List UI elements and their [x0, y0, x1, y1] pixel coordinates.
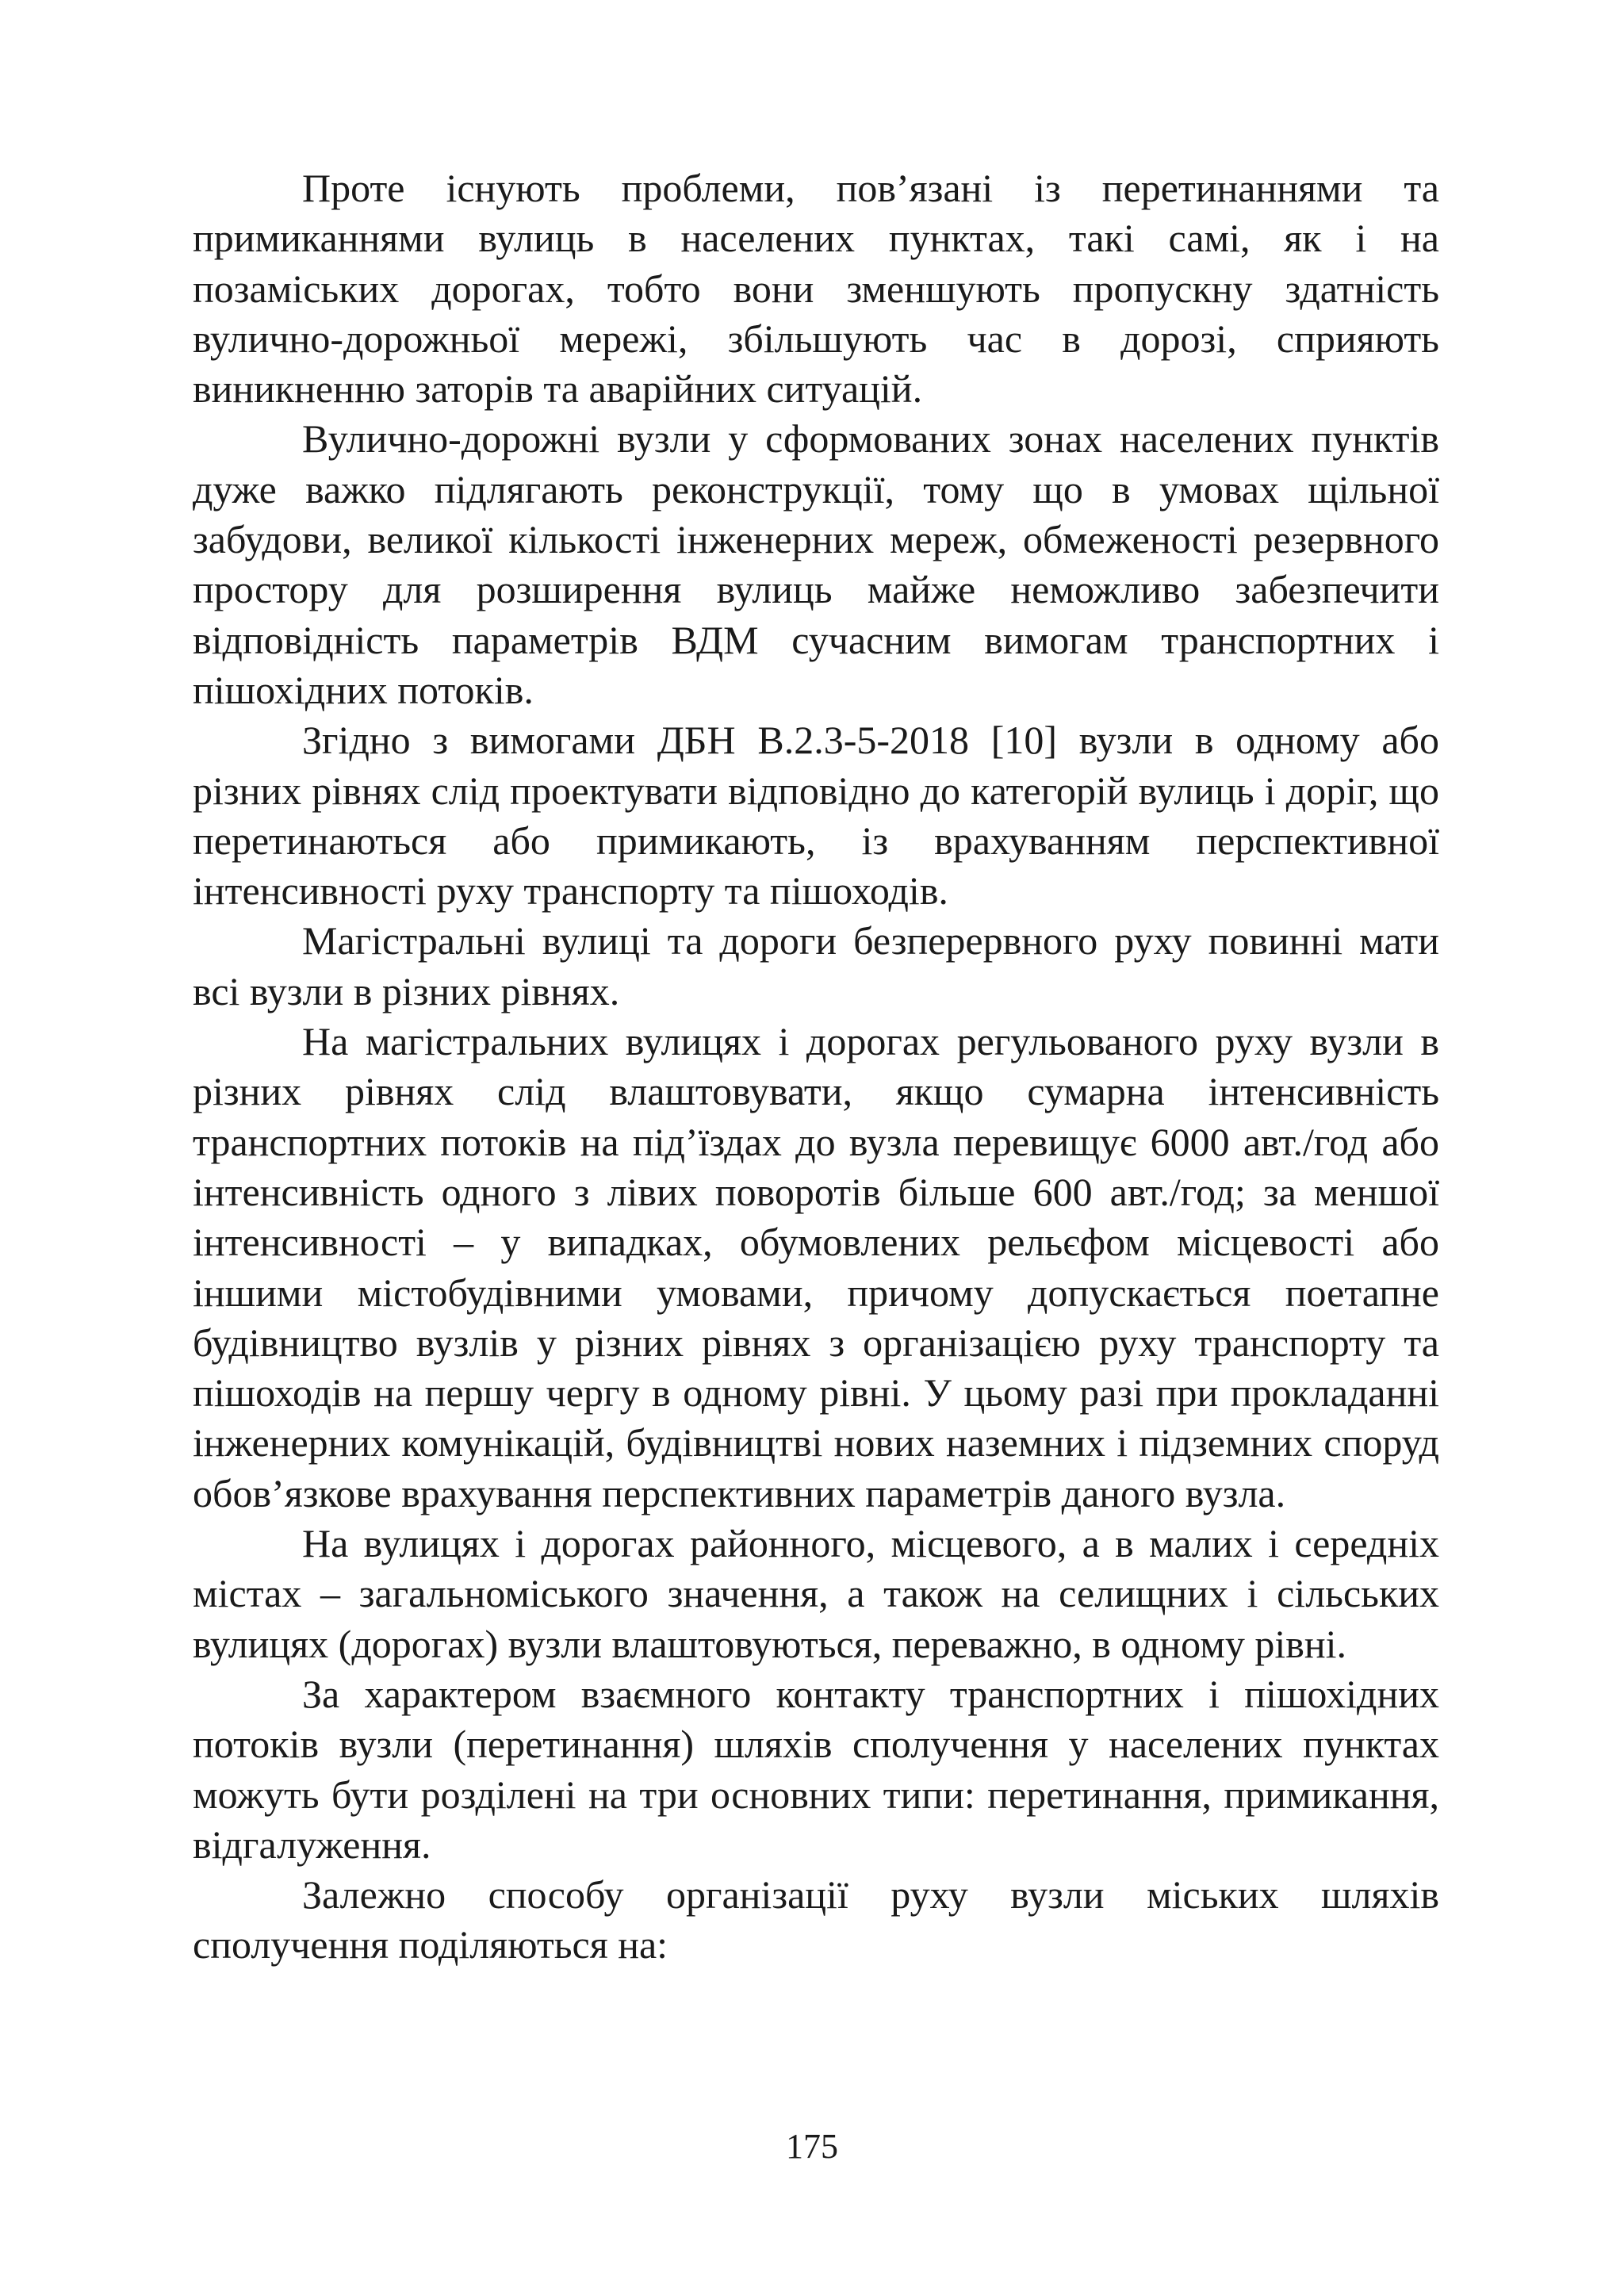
paragraph: Магістральні вулиці та дороги безперервного руху повинні мати всі вузли в різних рівнях. — [193, 918, 1439, 1013]
paragraph: За характером взаємного контакту транспортних і пішохідних потоків вузли (перетинання) шляхів сполучення у населених пунктах можуть бути розділені на три основних типи: перетинання, примикання, відгалуження. — [193, 1671, 1439, 1867]
paragraph: Згідно з вимогами ДБН В.2.3-5-2018 [10] вузли в одному або різних рівнях слід проектувати відповідно до категорій вулиць і доріг, що перетинаються або примикають, із врахуванням перспективної інтенсивності руху транспорту та пішоходів. — [193, 718, 1439, 914]
paragraph: На вулицях і дорогах районного, місцевого, а в малих і середніх містах – загальноміського значення, а також на селищних і сільських вулицях (дорогах) вузли влаштовуються, переважно, в одному рівні. — [193, 1521, 1439, 1666]
paragraph: На магістральних вулицях і дорогах регульованого руху вузли в різних рівнях слід влаштовувати, якщо сумарна інтенсивність транспортних потоків на під’їздах до вузла перевищує 6000 авт./год або інтенсивність одного з лівих поворотів більше 600 авт./год; за меншої інтенсивності – у випадках, обумовлених рельєфом місцевості або іншими містобудівними умовами, причому допускається поетапне будівництво вузлів у різних рівнях з організацією руху транспорту та пішоходів на першу чергу в одному рівні. У цьому разі при прокладанні інженерних комунікацій, будівництві нових наземних і підземних споруд обов’язкове врахування перспективних параметрів даного вузла. — [193, 1019, 1439, 1515]
body-text — [193, 163, 1439, 1971]
page-number: 175 — [786, 2127, 838, 2166]
paragraph: Залежно способу організації руху вузли міських шляхів сполучення поділяються на: — [193, 1872, 1439, 1967]
paragraph: Проте існують проблеми, пов’язані із перетинаннями та примиканнями вулиць в населених пунктах, такі самі, як і на позаміських дорогах, тобто вони зменшують пропускну здатність вулично-дорожньої мережі, збільшують час в дорозі, сприяють виникненню заторів та аварійних ситуацій. — [193, 166, 1439, 412]
paragraph: Вулично-дорожні вузли у сформованих зонах населених пунктів дуже важко підлягають реконструкції, тому що в умовах щільної забудови, великої кількості інженерних мереж, обмеженості резервного простору для розширення вулиць майже неможливо забезпечити відповідність параметрів ВДМ сучасним вимогам транспортних і пішохідних потоків. — [193, 416, 1439, 712]
